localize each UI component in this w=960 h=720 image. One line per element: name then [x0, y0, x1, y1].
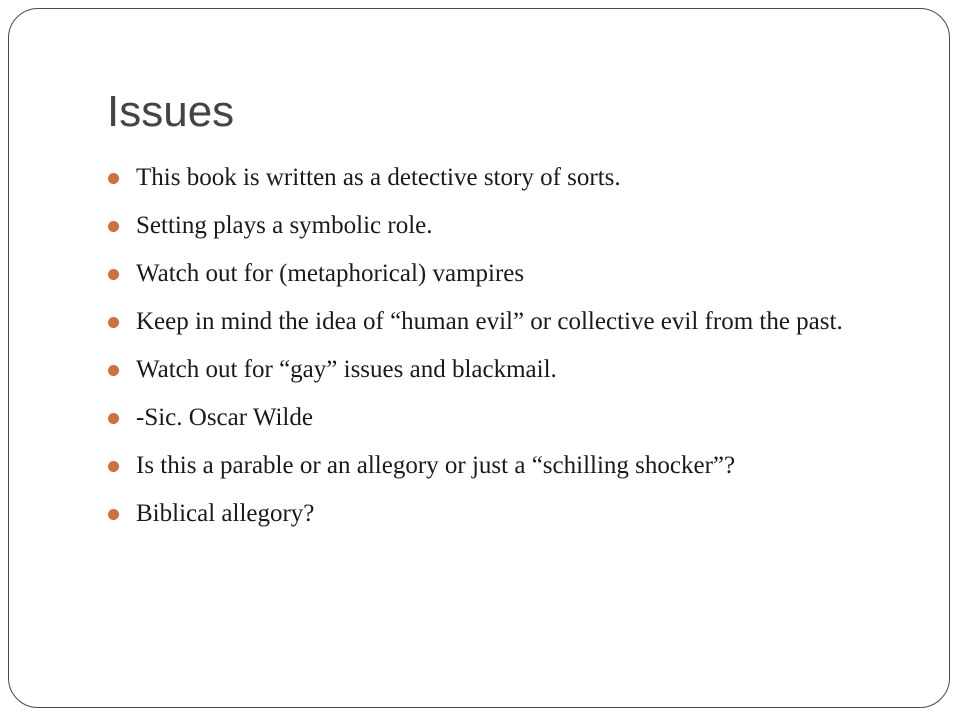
bullet-item — [108, 496, 908, 532]
bullet-dot-icon — [108, 269, 119, 280]
bullet-item — [108, 256, 908, 292]
bullet-text: Keep in mind the idea of “human evil” or collective evil from the past. — [136, 308, 843, 335]
bullet-text: Biblical allegory? — [136, 500, 315, 527]
bullet-dot-icon — [108, 317, 119, 328]
bullet-item — [108, 400, 908, 436]
bullet-dot-icon — [108, 221, 119, 232]
bullet-dot-icon — [108, 461, 119, 472]
bullet-item — [108, 160, 908, 196]
slide-title: Issues — [107, 87, 235, 136]
bullet-item — [108, 208, 908, 244]
bullet-item — [108, 304, 908, 340]
bullet-dot-icon — [108, 173, 119, 184]
bullet-list — [108, 160, 908, 544]
bullet-item — [108, 352, 908, 388]
bullet-item — [108, 448, 908, 484]
bullet-dot-icon — [108, 509, 119, 520]
bullet-dot-icon — [108, 365, 119, 376]
bullet-dot-icon — [108, 413, 119, 424]
bullet-text: Setting plays a symbolic role. — [136, 212, 433, 239]
bullet-text: Is this a parable or an allegory or just a “schilling shocker”? — [136, 452, 736, 479]
bullet-text: Watch out for “gay” issues and blackmail. — [136, 356, 557, 383]
bullet-text: Watch out for (metaphorical) vampires — [136, 260, 525, 287]
bullet-text: -Sic. Oscar Wilde — [136, 404, 313, 431]
bullet-text: This book is written as a detective story of sorts. — [136, 164, 621, 191]
